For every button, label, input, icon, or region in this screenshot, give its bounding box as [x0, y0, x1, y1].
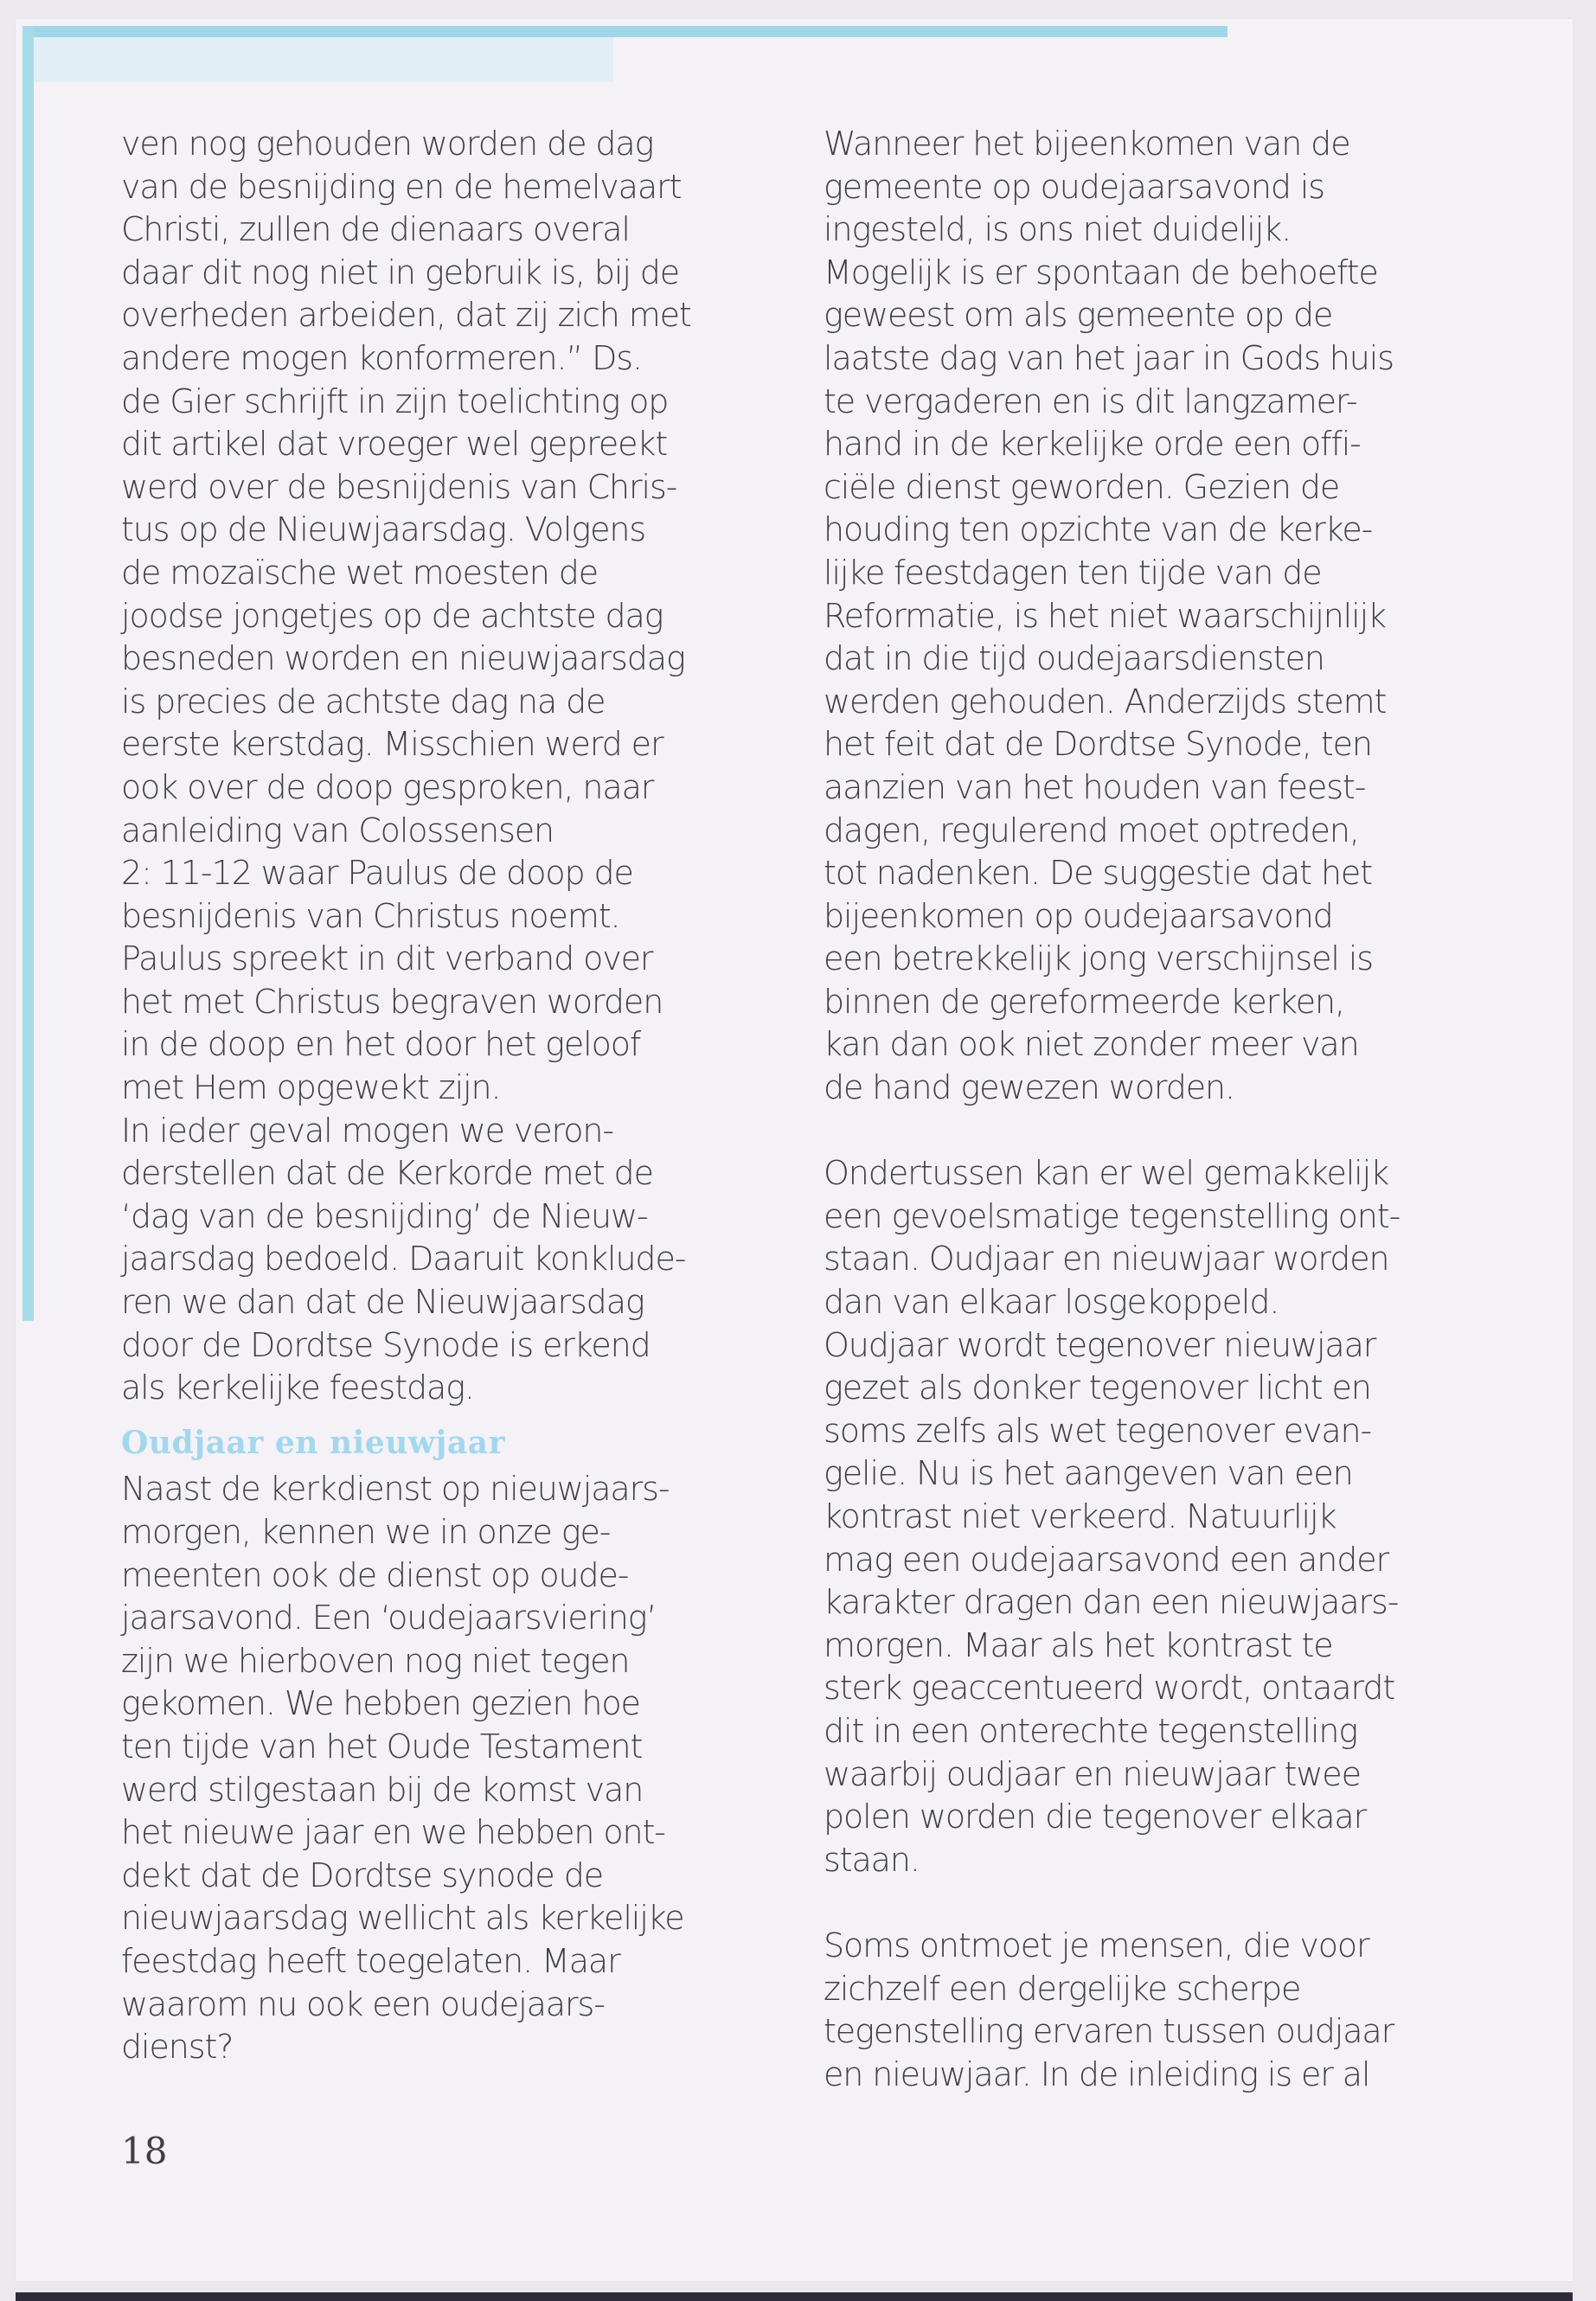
text-line: Wanneer het bijeenkomen van de	[824, 125, 1350, 163]
paragraph	[121, 123, 753, 1410]
text-line: sterk geaccentueerd wordt, ontaardt	[824, 1669, 1395, 1708]
text-line: dan van elkaar losgekoppeld.	[824, 1283, 1279, 1322]
paragraph	[824, 1152, 1455, 1881]
text-line: derstellen dat de Kerkorde met de	[121, 1154, 653, 1193]
text-line: gelie. Nu is het aangeven van een	[824, 1454, 1353, 1493]
text-line: waarbij oudjaar en nieuwjaar twee	[824, 1754, 1361, 1793]
text-line: ren we dan dat de Nieuwjaarsdag	[121, 1283, 644, 1322]
text-line: lijke feestdagen ten tijde van de	[824, 553, 1322, 592]
text-line: daar dit nog niet in gebruik is, bij de	[121, 253, 680, 292]
text-line: zijn we hierboven nog niet tegen	[121, 1641, 630, 1680]
left-column	[121, 123, 753, 2069]
text-line: kontrast niet verkeerd. Natuurlijk	[824, 1497, 1336, 1535]
text-line: geweest om als gemeente op de	[824, 296, 1333, 335]
text-line: door de Dordtse Synode is erkend	[121, 1325, 651, 1364]
text-line: werd over de besnijdenis van Chris-	[121, 467, 677, 506]
text-line: karakter dragen dan een nieuwjaars-	[824, 1583, 1399, 1622]
text-line: 2: 11-12 waar Paulus de doop de	[121, 854, 633, 893]
text-line: binnen de gereformeerde kerken,	[824, 982, 1344, 1021]
text-line: meenten ook de dienst op oude-	[121, 1555, 629, 1594]
text-line: kan dan ook niet zonder meer van	[824, 1025, 1359, 1064]
text-line: morgen. Maar als het kontrast te	[824, 1625, 1333, 1664]
text-line: ven nog gehouden worden de dag	[121, 125, 654, 163]
text-line: aanleiding van Colossensen	[121, 811, 554, 849]
text-line: Ondertussen kan er wel gemakkelijk	[824, 1154, 1389, 1193]
text-line: bijeenkomen op oudejaarsavond	[824, 896, 1333, 935]
paragraph	[824, 1925, 1455, 2096]
text-line: een betrekkelijk jong verschijnsel is	[824, 939, 1373, 978]
text-line: tegenstelling ervaren tussen oudjaar	[824, 2012, 1394, 2051]
text-line: de mozaïsche wet moesten de	[121, 553, 598, 592]
text-line: het nieuwe jaar en we hebben ont-	[121, 1813, 665, 1852]
text-line: ook over de doop gesproken, naar	[121, 767, 654, 806]
text-line: andere mogen konformeren.” Ds.	[121, 338, 642, 377]
text-line: de Gier schrijft in zijn toelichting op	[121, 381, 669, 420]
text-line: dagen, regulerend moet optreden,	[824, 811, 1359, 849]
text-line: gemeente op oudejaarsavond is	[824, 167, 1324, 206]
text-line: dekt dat de Dordtse synode de	[121, 1856, 603, 1894]
text-line: de hand gewezen worden.	[824, 1068, 1235, 1107]
section-heading: Oudjaar en nieuwjaar	[121, 1424, 506, 1461]
paragraph	[121, 1468, 753, 2068]
text-line: dat in die tijd oudejaarsdiensten	[824, 639, 1324, 678]
text-line: morgen, kennen we in onze ge-	[121, 1513, 611, 1551]
text-line: besneden worden en nieuwjaarsdag	[121, 639, 685, 678]
text-line: dienst?	[121, 2028, 234, 2067]
text-line: Soms ontmoet je mensen, die voor	[824, 1926, 1369, 1965]
decorative-top-band	[34, 37, 613, 82]
text-line: joodse jongetjes op de achtste dag	[121, 596, 663, 635]
text-line: overheden arbeiden, dat zij zich met	[121, 296, 691, 335]
text-line: staan.	[824, 1840, 920, 1879]
text-line: Mogelijk is er spontaan de behoefte	[824, 253, 1378, 292]
text-line: houding ten opzichte van de kerke-	[824, 510, 1373, 549]
text-line: ‘dag van de besnijding’ de Nieuw-	[121, 1196, 648, 1235]
text-line: mag een oudejaarsavond een ander	[824, 1540, 1389, 1579]
text-line: dit in een onterechte tegenstelling	[824, 1711, 1358, 1750]
paragraph-gap	[824, 1881, 1455, 1925]
text-line: zichzelf een dergelijke scherpe	[824, 1969, 1301, 2008]
text-line: ciële dienst geworden. Gezien de	[824, 467, 1340, 506]
text-line: te vergaderen en is dit langzamer-	[824, 381, 1357, 420]
text-line: laatste dag van het jaar in Gods huis	[824, 338, 1394, 377]
text-line: staan. Oudjaar en nieuwjaar worden	[824, 1240, 1389, 1279]
text-line: een gevoelsmatige tegenstelling ont-	[824, 1196, 1401, 1235]
paragraph	[824, 123, 1455, 1110]
text-line: het feit dat de Dordtse Synode, ten	[824, 725, 1372, 764]
decorative-top-bar	[27, 26, 1227, 37]
text-line: feestdag heeft toegelaten. Maar	[121, 1941, 620, 1980]
text-line: waarom nu ook een oudejaars-	[121, 1984, 605, 2023]
text-line: Christi, zullen de dienaars overal	[121, 210, 630, 249]
text-line: Naast de kerkdienst op nieuwjaars-	[121, 1470, 670, 1509]
text-line: werd stilgestaan bij de komst van	[121, 1770, 644, 1809]
text-line: eerste kerstdag. Misschien werd er	[121, 725, 663, 764]
text-line: van de besnijding en de hemelvaart	[121, 167, 682, 206]
page-number: 18	[121, 2130, 168, 2172]
text-line: als kerkelijke feestdag.	[121, 1368, 474, 1407]
text-line: het met Christus begraven worden	[121, 982, 663, 1021]
text-line: In ieder geval mogen we veron-	[121, 1111, 613, 1150]
text-line: gekomen. We hebben gezien hoe	[121, 1684, 640, 1723]
text-line: in de doop en het door het geloof	[121, 1025, 641, 1064]
text-line: polen worden die tegenover elkaar	[824, 1798, 1367, 1836]
text-line: jaarsdag bedoeld. Daaruit konklude-	[121, 1240, 686, 1279]
text-line: en nieuwjaar. In de inleiding is er al	[824, 2054, 1370, 2093]
text-line: is precies de achtste dag na de	[121, 682, 606, 721]
paragraph-gap	[824, 1110, 1455, 1153]
text-line: besnijdenis van Christus noemt.	[121, 896, 620, 935]
text-line: Reformatie, is het niet waarschijnlijk	[824, 596, 1386, 635]
text-line: ten tijde van het Oude Testament	[121, 1727, 643, 1766]
text-line: nieuwjaarsdag wellicht als kerkelijke	[121, 1899, 684, 1938]
text-line: werden gehouden. Anderzijds stemt	[824, 682, 1387, 721]
text-line: Oudjaar wordt tegenover nieuwjaar	[824, 1325, 1376, 1364]
text-line: tot nadenken. De suggestie dat het	[824, 854, 1373, 893]
text-line: dit artikel dat vroeger wel gepreekt	[121, 425, 668, 464]
decorative-left-bar	[22, 26, 34, 1321]
text-line: ingesteld, is ons niet duidelijk.	[824, 210, 1292, 249]
text-line: aanzien van het houden van feest-	[824, 767, 1366, 806]
text-line: jaarsavond. Een ‘oudejaarsviering’	[121, 1599, 657, 1638]
text-line: gezet als donker tegenover licht en	[824, 1368, 1371, 1407]
bottom-edge	[16, 2292, 1573, 2301]
text-line: hand in de kerkelijke orde een offi-	[824, 425, 1361, 464]
text-line: met Hem opgewekt zijn.	[121, 1068, 501, 1107]
text-line: soms zelfs als wet tegenover evan-	[824, 1411, 1372, 1450]
right-column	[824, 123, 1455, 2096]
text-line: tus op de Nieuwjaarsdag. Volgens	[121, 510, 646, 549]
text-line: Paulus spreekt in dit verband over	[121, 939, 653, 978]
